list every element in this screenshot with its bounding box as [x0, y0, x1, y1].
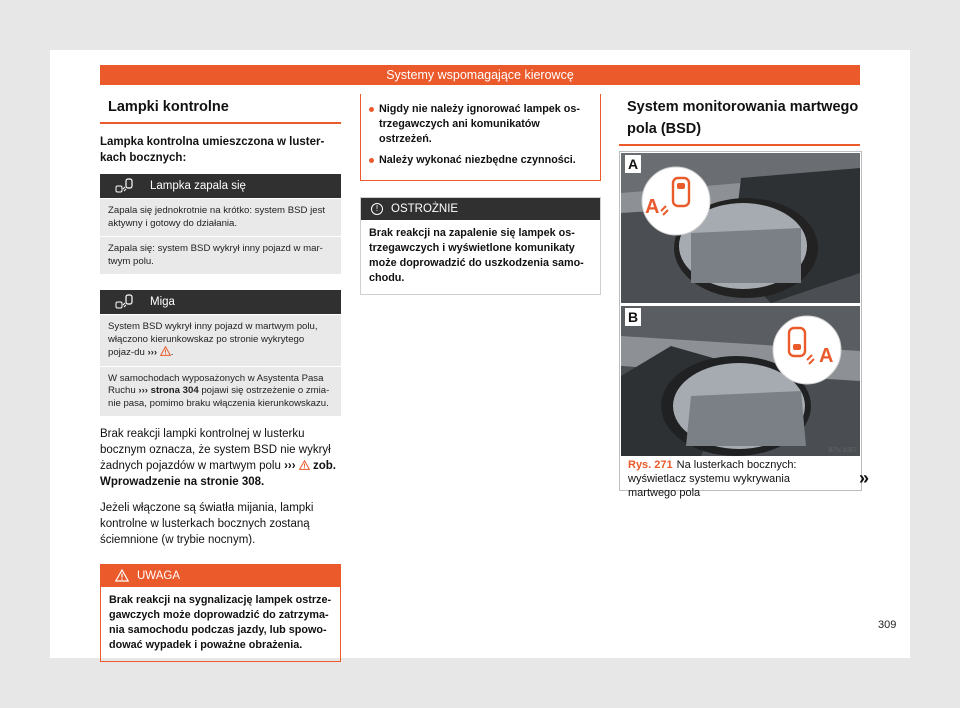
- figure-panel-b: [621, 306, 860, 456]
- table-row: Zapala się jednokrotnie na krótko: system BSD jest aktywny i gotowy do działania.: [100, 198, 341, 236]
- warning-continuation-box: [360, 94, 601, 181]
- warning-title: UWAGA: [137, 570, 181, 582]
- column-right: [619, 96, 860, 146]
- warning-header: [101, 565, 340, 587]
- mirror-illustration-a: [621, 153, 860, 303]
- table-head: [100, 290, 341, 314]
- row-text: W samochodach wyposażonych w Asystenta Pasa Ruchu: [108, 372, 324, 396]
- figure-caption: [628, 458, 838, 500]
- caution-header: [361, 198, 600, 220]
- warning-text: Brak reakcji na sygnalizację lampek ostrze-gawczych może doprowadzić do zatrzyma-nia samochodu podczas jazdy, lub spowo-dować wypadek i poważne obrażenia.: [109, 594, 332, 651]
- panel-label: A: [625, 155, 641, 173]
- warning-triangle-icon: [115, 569, 129, 582]
- heading-lampki-kontrolne: Lampki kontrolne: [108, 99, 229, 115]
- blind-spot-icon: [114, 294, 136, 310]
- row-text: pojawi się ostrzeżenie o zmia-nie pasa, pomimo braku włączenia kierunkowskazu.: [108, 385, 330, 409]
- heading-bsd: System monitorowania martwego pola (BSD): [627, 99, 859, 137]
- list-item: Nigdy nie należy ignorować lampek os-trzegawczych ani komunikatów ostrzeżeń.: [369, 102, 592, 147]
- section-title: Systemy wspomagające kierowcę: [386, 68, 574, 82]
- cross-reference[interactable]: ›››: [284, 460, 296, 472]
- figure-number: Rys. 271: [628, 459, 673, 471]
- svg-text:A: A: [819, 345, 834, 367]
- heading-underline: [100, 122, 341, 124]
- warning-triangle-icon: [299, 460, 310, 470]
- intro-text: Lampka kontrolna umieszczona w luster-kach bocznych:: [100, 136, 325, 164]
- page-number: 309: [878, 619, 897, 631]
- warning-box: [100, 564, 341, 662]
- indicator-table-blinks: [100, 290, 341, 416]
- figure-mirrors: [619, 151, 862, 499]
- table-row: [100, 366, 341, 417]
- row-text: System BSD wykrył inny pojazd w martwym polu, włączono kierunkowskaz po stronie wykrytego pojaz-du: [108, 321, 318, 358]
- heading-underline: [619, 144, 860, 146]
- table-head-label: Lampka zapala się: [150, 180, 246, 192]
- blind-spot-icon: [114, 178, 136, 194]
- caption-text: Na lusterkach bocznych: wyświetlacz systemu wykrywania martwego pola: [628, 459, 797, 499]
- page-link[interactable]: ››› strona 304: [138, 385, 199, 396]
- page-link[interactable]: zob. Wprowadzenie na stronie 308: [100, 460, 336, 488]
- svg-text:A: A: [645, 196, 660, 218]
- column-left: [100, 96, 341, 662]
- warning-triangle-icon: [160, 346, 171, 356]
- panel-label: B: [625, 308, 641, 326]
- continue-marker: »: [859, 468, 870, 488]
- column-middle: [360, 96, 601, 295]
- figure-code: B7V-1057: [828, 447, 857, 454]
- table-head-label: Miga: [150, 296, 175, 308]
- table-head: [100, 174, 341, 198]
- caution-text: Brak reakcji na zapalenie się lampek os-trzegawczych i wyświetlone komunikaty może doprowadzić do uszkodzenia samo-chodu.: [369, 227, 584, 284]
- figure-panel-a: [621, 153, 860, 303]
- mirror-illustration-b: [621, 306, 860, 456]
- table-row: Zapala się: system BSD wykrył inny pojazd w mar-twym polu.: [100, 236, 341, 274]
- paragraph: Brak reakcji lampki kontrolnej w lusterku bocznym oznacza, że system BSD nie wykrył żadnych pojazdów w martwym polu ››› zob. Wprowadzenie na stronie 308.: [100, 428, 336, 488]
- table-row: System BSD wykrył inny pojazd w martwym polu, włączono kierunkowskaz po stronie wykrytego pojaz-du ››› .: [100, 314, 341, 366]
- caution-title: OSTROŻNIE: [391, 203, 459, 215]
- paragraph: Jeżeli włączone są światła mijania, lampki kontrolne w lusterkach bocznych zostaną ściemnione (w trybie nocnym).: [100, 502, 314, 546]
- indicator-table-lights: [100, 174, 341, 274]
- list-item: Należy wykonać niezbędne czynności.: [369, 153, 592, 168]
- cross-reference[interactable]: ›››: [147, 347, 158, 358]
- info-circle-icon: !: [371, 203, 383, 215]
- caution-box: [360, 197, 601, 295]
